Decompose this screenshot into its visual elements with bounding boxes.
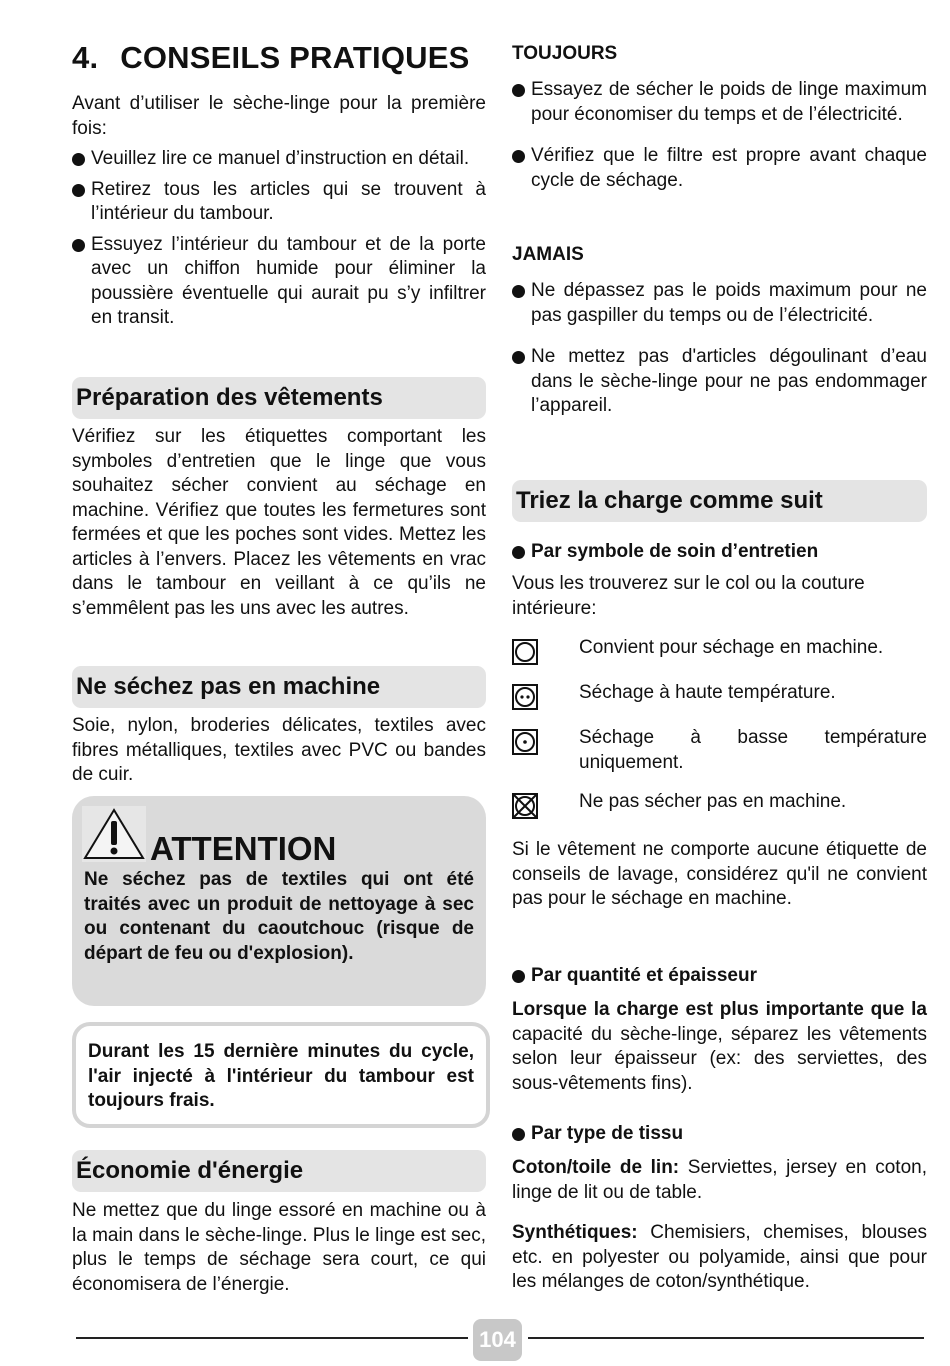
jamais-bullet: Ne mettez pas d'articles dégoulinant d’eau dans le sèche-linge pour ne pas endommager l’appareil. — [512, 345, 927, 419]
intro-bullet: Retirez tous les articles qui se trouvent à l’intérieur du tambour. — [72, 178, 486, 227]
energy-text: Ne mettez que du linge essoré en machine ou à la main dans le sèche-linge. Plus le linge est sec, plus le temps de séchage sera court, ce qui économisera de l’énergie. — [72, 1200, 487, 1295]
warning-icon — [82, 806, 146, 862]
fabric-subheading: Par type de tissu — [512, 1122, 927, 1147]
symbol-after-text: Si le vêtement ne comporte aucune étiquette de conseils de lavage, considérez qu'il ne convient pas pour le séchage en machine. — [512, 839, 927, 909]
bullet-dot-icon — [512, 285, 525, 298]
fabric-synthetic-text: Synthétiques: Chemisiers, chemises, blouses etc. en polyester ou polyamide, ainsi que pour les mélanges de coton/synthétique. — [512, 1222, 927, 1292]
intro-bullet: Essuyez l’intérieur du tambour et de la porte avec un chiffon humide pour éliminer la poussière éventuelle qui aurait pu s’y infiltrer en transit. — [72, 233, 486, 331]
tumble-dry-high-icon — [512, 684, 538, 710]
no-machine-text: Soie, nylon, broderies délicates, textiles avec fibres métalliques, textiles avec PVC ou bandes de cuir. — [72, 715, 486, 785]
toujours-bullet: Vérifiez que le filtre est propre avant chaque cycle de séchage. — [512, 144, 927, 193]
chapter-title: CONSEILS PRATIQUES — [120, 40, 470, 75]
symbol-subheading: Par symbole de soin d’entretien — [512, 540, 927, 565]
quantity-text: Lorsque la charge est plus importante que la capacité du sèche-linge, séparez les vêtements selon leur épaisseur (ex: des serviettes, des sous-vêtements fins). — [512, 999, 927, 1094]
attention-box — [72, 796, 486, 1006]
intro-text: Avant d’utiliser le sèche-linge pour la première fois: — [72, 93, 486, 139]
intro-bullet: Veuillez lire ce manuel d’instruction en détail. — [72, 147, 486, 172]
note-text: Durant les 15 dernière minutes du cycle, l'air injecté à l'intérieur du tambour est toujours frais. — [88, 1041, 474, 1111]
jamais-bullet: Ne dépassez pas le poids maximum pour ne pas gaspiller du temps ou de l’électricité. — [512, 279, 927, 328]
attention-text: Ne séchez pas de textiles qui ont été traités avec un produit de nettoyage à sec ou contenant du caoutchouc (risque de départ de feu ou d'explosion). — [84, 869, 474, 964]
attention-title: ATTENTION — [150, 830, 337, 867]
chapter-number: 4. — [72, 40, 99, 75]
bullet-dot-icon — [72, 153, 85, 166]
quantity-subheading: Par quantité et épaisseur — [512, 964, 927, 989]
tumble-dry-low-icon — [512, 729, 538, 755]
toujours-list — [512, 78, 927, 193]
section-heading-no-machine: Ne séchez pas en machine — [72, 666, 486, 708]
attention-text-wrap — [84, 868, 474, 966]
jamais-heading: JAMAIS — [512, 244, 584, 265]
section-heading-preparation: Préparation des vêtements — [72, 377, 486, 419]
chapter-heading — [72, 40, 470, 76]
preparation-text: Vérifiez sur les étiquettes comportant les symboles d’entretien que le linge que vous souhaitez sécher convient au séchage en machine. Vérifiez que toutes les fermetures sont fermées et que les poches sont vides. Mettez les articles à l’envers. Placez les vêtements en vrac dans le tambour en veillant à ce qu’ils ne s’emmêlent pas les uns avec les autres. — [72, 426, 486, 619]
bullet-dot-icon — [512, 150, 525, 163]
page-number: 104 — [473, 1319, 522, 1361]
section-heading-sort: Triez la charge comme suit — [512, 480, 927, 522]
no-tumble-dry-icon — [512, 793, 538, 819]
bullet-dot-icon — [512, 351, 525, 364]
bullet-dot-icon — [512, 970, 525, 983]
intro-section — [72, 92, 486, 331]
fabric-cotton-text: Coton/toile de lin: Serviettes, jersey en coton, linge de lit ou de table. — [512, 1157, 927, 1203]
section-heading-energy: Économie d'énergie — [72, 1150, 486, 1192]
bullet-dot-icon — [512, 546, 525, 559]
bullet-dot-icon — [72, 184, 85, 197]
jamais-list — [512, 279, 927, 419]
footer-line-right — [528, 1337, 924, 1339]
footer-line-left — [76, 1337, 468, 1339]
tumble-dry-icon — [512, 639, 538, 665]
toujours-bullet: Essayez de sécher le poids de linge maximum pour économiser du temps et de l’électricité. — [512, 78, 927, 127]
symbol-intro-text: Vous les trouverez sur le col ou la couture intérieure: — [512, 573, 865, 619]
bullet-dot-icon — [512, 84, 525, 97]
bullet-dot-icon — [72, 239, 85, 252]
toujours-heading: TOUJOURS — [512, 43, 618, 64]
note-box — [72, 1022, 490, 1128]
bullet-dot-icon — [512, 1128, 525, 1141]
